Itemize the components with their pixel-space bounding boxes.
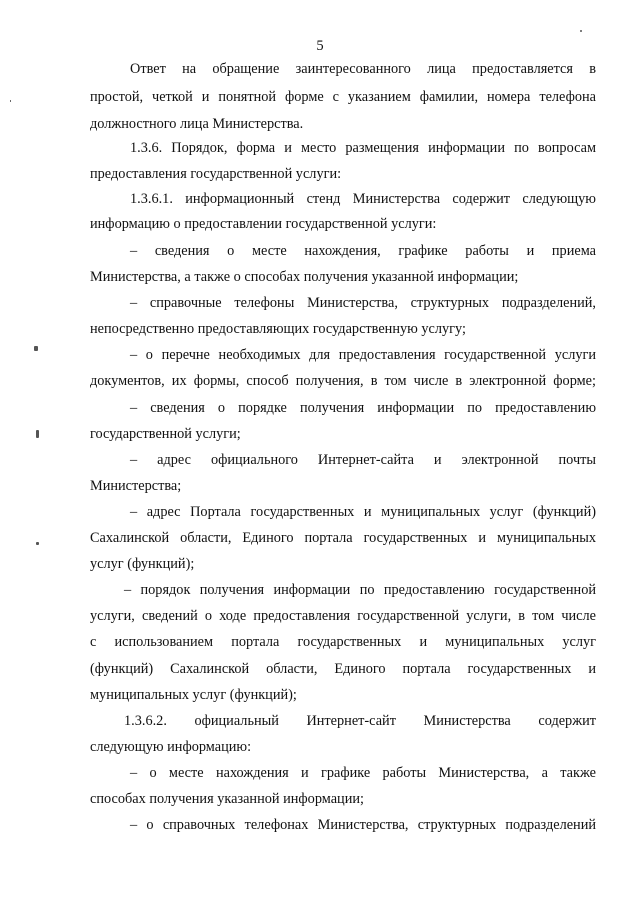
text-line: простой, четкой и понятной форме с указанием фамилии, номера телефона (90, 89, 596, 105)
list-item-line: – сведения о порядке получения информации по предоставлению (130, 400, 596, 416)
list-item-line: – адрес официального Интернет-сайта и электронной почты (130, 452, 596, 468)
scan-speck (580, 30, 582, 32)
text-line: 1.3.6. Порядок, форма и место размещения информации по вопросам (130, 140, 596, 156)
text-line: с использованием портала государственных и муниципальных услуг (90, 634, 596, 650)
text-line: предоставления государственной услуги: (90, 166, 342, 182)
text-line: (функций) Сахалинской области, Единого портала государственных и (90, 661, 596, 677)
text-line: 1.3.6.1. информационный стенд Министерства содержит следующую (130, 191, 596, 207)
scan-speck (10, 100, 11, 102)
scan-speck (36, 542, 39, 545)
page-number: 5 (316, 38, 324, 54)
list-item-line: – адрес Портала государственных и муниципальных услуг (функций) (130, 504, 596, 520)
list-item-line: – справочные телефоны Министерства, структурных подразделений, (130, 295, 596, 311)
scan-speck (34, 346, 38, 351)
text-line: муниципальных услуг (функций); (90, 687, 297, 703)
text-line: Ответ на обращение заинтересованного лица предоставляется в (130, 61, 596, 77)
text-line: документов, их формы, способ получения, в том числе в электронной форме; (90, 373, 596, 389)
list-item-line: – о месте нахождения и графике работы Министерства, а также (130, 765, 596, 781)
text-line: способах получения указанной информации; (90, 791, 364, 807)
list-item-line: – о перечне необходимых для предоставления государственной услуги (130, 347, 596, 363)
text-line: государственной услуги; (90, 426, 241, 442)
text-line: непосредственно предоставляющих государственную услугу; (90, 321, 466, 337)
text-line: Министерства; (90, 478, 182, 494)
text-line: 1.3.6.2. официальный Интернет-сайт Министерства содержит (124, 713, 596, 729)
text-line: услуги, сведений о ходе предоставления государственной услуги, в том числе (90, 608, 596, 624)
text-line: следующую информацию: (90, 739, 252, 755)
list-item-line: – о справочных телефонах Министерства, структурных подразделений (130, 817, 596, 833)
scan-speck (36, 430, 39, 438)
list-item-line: – порядок получения информации по предоставлению государственной (124, 582, 596, 598)
text-line: услуг (функций); (90, 556, 195, 572)
text-line: информацию о предоставлении государственной услуги: (90, 216, 437, 232)
list-item-line: – сведения о месте нахождения, графике работы и приема (130, 243, 596, 259)
text-line: Министерства, а также о способах получения указанной информации; (90, 269, 519, 285)
text-line: Сахалинской области, Единого портала государственных и муниципальных (90, 530, 596, 546)
text-line: должностного лица Министерства. (90, 116, 304, 132)
